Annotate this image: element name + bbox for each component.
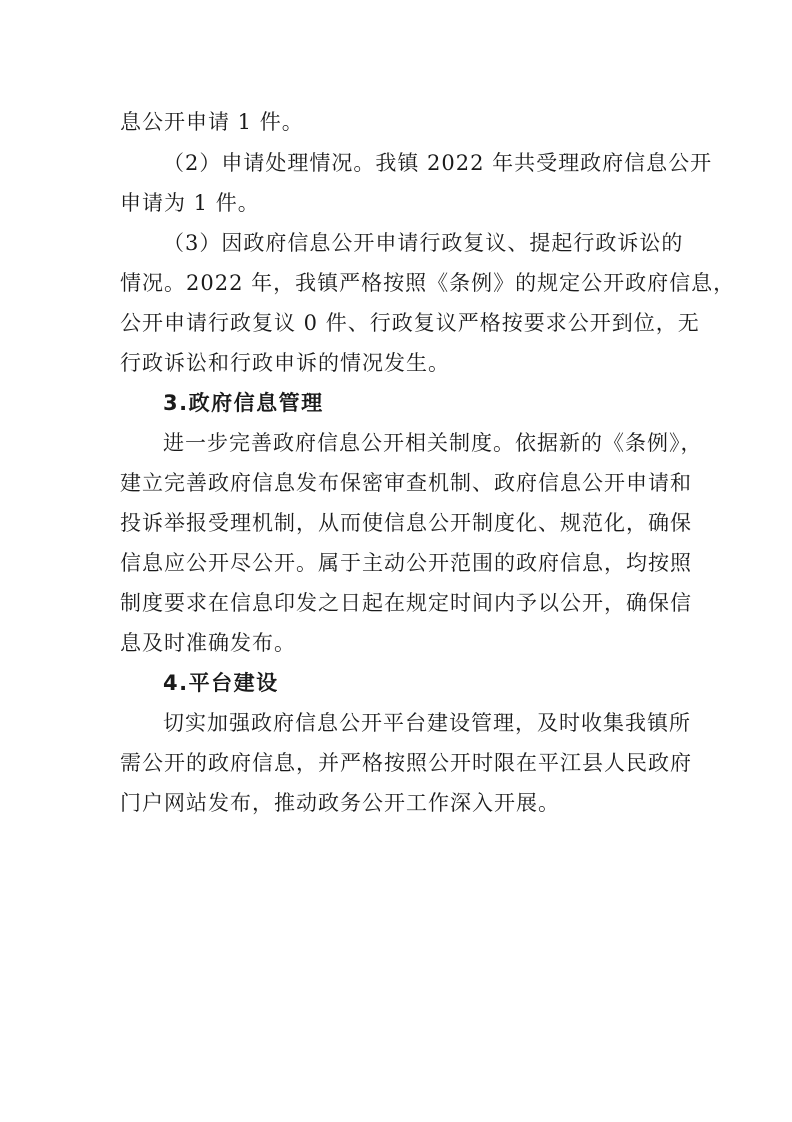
section-heading: 3.政府信息管理 bbox=[163, 391, 324, 415]
text-line: 门户网站发布，推动政务公开工作深入开展。 bbox=[120, 791, 560, 815]
text-line: 建立完善政府信息发布保密审查机制、政府信息公开申请和 bbox=[120, 471, 692, 495]
text-line: 制度要求在信息印发之日起在规定时间内予以公开，确保信 bbox=[120, 591, 692, 615]
text-line: 息公开申请 1 件。 bbox=[120, 110, 304, 134]
section-heading: 4.平台建设 bbox=[163, 671, 279, 695]
text-line: 需公开的政府信息，并严格按照公开时限在平江县人民政府 bbox=[120, 751, 692, 775]
text-line: 息及时准确发布。 bbox=[120, 631, 296, 655]
text-line: 切实加强政府信息公开平台建设管理，及时收集我镇所 bbox=[163, 711, 691, 735]
text-line: 行政诉讼和行政申诉的情况发生。 bbox=[120, 351, 450, 375]
text-line: （2）申请处理情况。我镇 2022 年共受理政府信息公开 bbox=[163, 151, 713, 175]
text-line: 情况。2022 年，我镇严格按照《条例》的规定公开政府信息， bbox=[120, 271, 736, 295]
text-line: 投诉举报受理机制，从而使信息公开制度化、规范化，确保 bbox=[120, 511, 692, 535]
text-line: 申请为 1 件。 bbox=[120, 191, 260, 215]
text-line: 公开申请行政复议 0 件、行政复议严格按要求公开到位，无 bbox=[120, 311, 700, 335]
text-line: 进一步完善政府信息公开相关制度。依据新的《条例》， bbox=[163, 431, 703, 455]
text-line: 信息应公开尽公开。属于主动公开范围的政府信息，均按照 bbox=[120, 551, 692, 575]
text-line: （3）因政府信息公开申请行政复议、提起行政诉讼的 bbox=[163, 231, 684, 255]
